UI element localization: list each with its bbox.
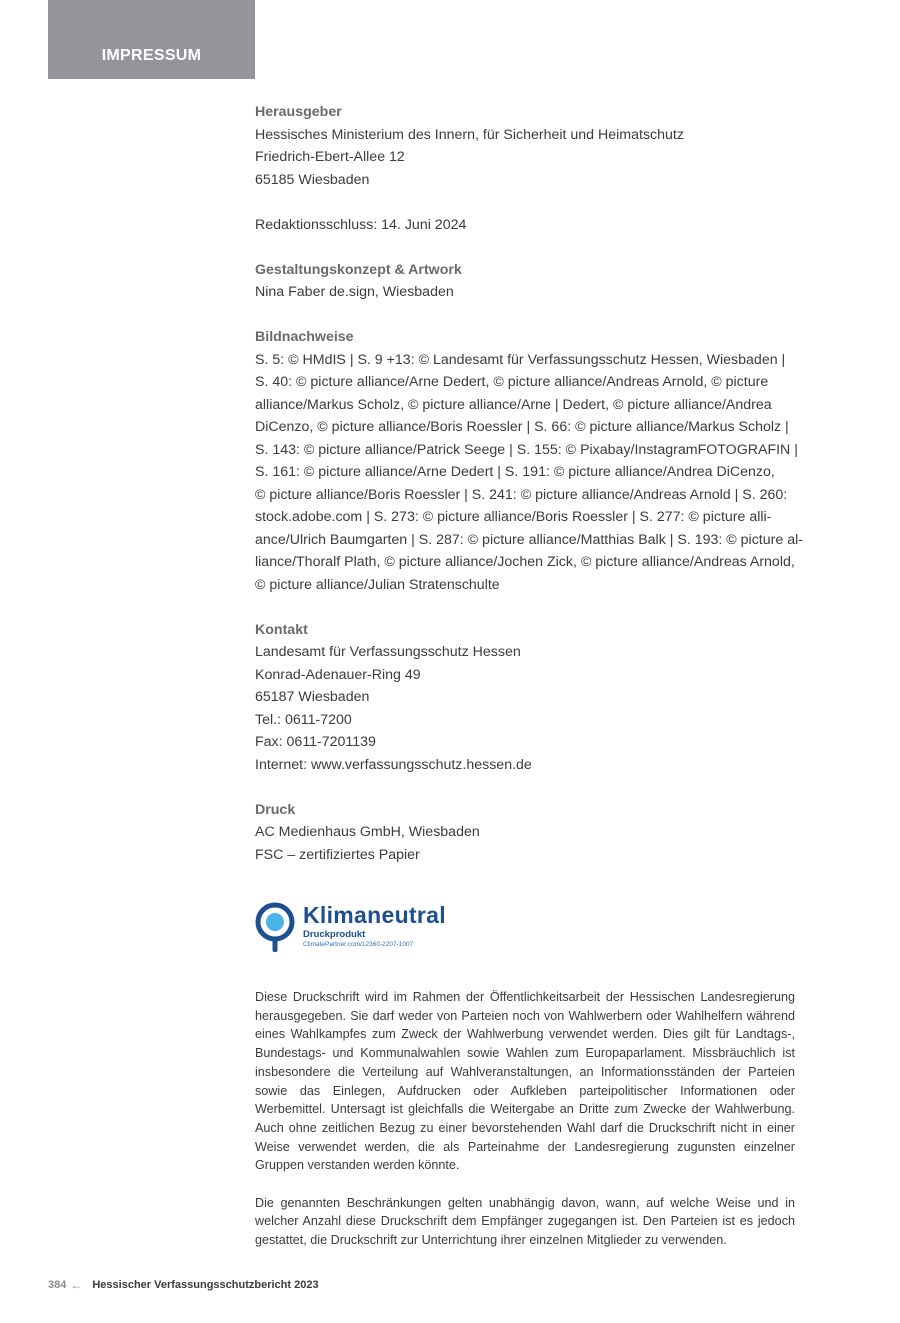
impressum-content: [255, 101, 803, 889]
contact-section: [255, 619, 800, 777]
credits-line: © picture alliance/Boris Roessler | S. 241: © picture alliance/Andreas Arnold | S. 260:: [255, 486, 788, 503]
print-section: [255, 799, 800, 867]
credits-line: ance/Ulrich Baumgarten | S. 287: © picture alliance/Matthias Balk | S. 193: © picture al-: [255, 531, 803, 548]
design-heading: Gestaltungskonzept & Artwork: [255, 261, 462, 278]
publisher-line: Friedrich-Ebert-Allee 12: [255, 149, 405, 165]
credits-line: S. 5: © HMdIS | S. 9 +13: © Landesamt für Verfassungsschutz Hessen, Wiesbaden |: [255, 351, 786, 368]
publisher-heading: Herausgeber: [255, 104, 342, 120]
publisher-section: [255, 101, 800, 191]
print-heading: Druck: [255, 801, 296, 818]
editorial-deadline: Redaktionsschluss: 14. Juni 2024: [255, 216, 467, 233]
usage-notice: [255, 988, 795, 1269]
credits-line: S. 143: © picture alliance/Patrick Seege | S. 155: © Pixabay/InstagramFOTOGRAFIN |: [255, 441, 798, 458]
logo-url: ClimatePartner.com/12360-2207-1007: [303, 941, 414, 948]
footer-title: Hessischer Verfassungsschutzbericht 2023: [92, 1279, 319, 1291]
contact-website: Internet: www.verfassungsschutz.hessen.de: [255, 756, 532, 773]
contact-line: 65187 Wiesbaden: [255, 689, 370, 705]
contact-line: Konrad-Adenauer-Ring 49: [255, 666, 421, 683]
credits-line: DiCenzo, © picture alliance/Boris Roessler | S. 66: © picture alliance/Markus Scholz |: [255, 419, 789, 435]
credits-line: S. 40: © picture alliance/Arne Dedert, © picture alliance/Andreas Arnold, © picture: [255, 374, 769, 390]
section-header-label: IMPRESSUM: [101, 47, 202, 64]
notice-paragraph: Diese Druckschrift wird im Rahmen der Öffentlichkeitsarbeit der Hessischen Landesregierung herausgegeben. Sie darf weder von Parteien noch von Wahlwerbern oder Wahlhelfern während eines Wahlkampfes zum Zweck der Wahlwerbung verwendet werden. Dies gilt für Landtags-, Bundestags- und Kommunalwahlen sowie Wahlen zum Europaparlament. Missbräuchlich ist insbesondere die Verteilung auf Wahlveranstaltungen, an Informationsständen der Parteien sowie das Einlegen, Aufdrucken oder Aufkleben parteipolitischer Informationen oder Werbemittel. Untersagt ist gleichfalls die Weitergabe an Dritte zum Zwecke der Wahlwerbung. Auch ohne zeitlichen Bezug zu einer bevorstehenden Wahl darf die Druckschrift nicht in einer Weise verwendet werden, die als Parteinahme der Landesregierung zugunsten einzelner Gruppen verstanden werden könnte.: [255, 990, 795, 1173]
credits-heading: Bildnachweise: [255, 329, 354, 345]
contact-line: Landesamt für Verfassungsschutz Hessen: [255, 644, 521, 660]
contact-fax: Fax: 0611-7201139: [255, 734, 376, 750]
logo-subtitle: Druckprodukt: [303, 929, 366, 940]
credits-line: alliance/Markus Scholz, © picture alliance/Arne | Dedert, © picture alliance/Andrea: [255, 396, 772, 413]
credits-line: liance/Thoralf Plath, © picture alliance/Jochen Zick, © picture alliance/Andreas Arnold,: [255, 554, 795, 570]
credits-line: S. 161: © picture alliance/Arne Dedert | S. 191: © picture alliance/Andrea DiCenzo,: [255, 464, 775, 480]
design-line: Nina Faber de.sign, Wiesbaden: [255, 284, 454, 300]
print-line: FSC – zertifiziertes Papier: [255, 846, 420, 863]
climate-neutral-logo: [255, 900, 475, 952]
contact-phone: Tel.: 0611-7200: [255, 711, 352, 728]
credits-line: © picture alliance/Julian Stratenschulte: [255, 576, 500, 593]
publisher-line: Hessisches Ministerium des Innern, für Sicherheit und Heimatschutz: [255, 126, 684, 143]
credits-section: [255, 326, 803, 596]
deadline-section: [255, 214, 800, 237]
page-footer: [48, 1278, 319, 1292]
section-header-tab: [48, 0, 255, 79]
credits-line: stock.adobe.com | S. 273: © picture alliance/Boris Roessler | S. 277: © picture alli-: [255, 509, 772, 525]
climate-partner-icon: [255, 902, 299, 952]
print-line: AC Medienhaus GmbH, Wiesbaden: [255, 824, 480, 840]
publisher-line: 65185 Wiesbaden: [255, 171, 370, 188]
notice-paragraph: Die genannten Beschränkungen gelten unabhängig davon, wann, auf welche Weise und in welcher Anzahl diese Druckschrift dem Empfänger zugegangen ist. Den Parteien ist es jedoch gestattet, die Druckschrift zur Unterrichtung ihrer einzelnen Mitglieder zu verwenden.: [255, 1195, 795, 1248]
contact-heading: Kontakt: [255, 621, 308, 638]
design-section: [255, 259, 800, 304]
arrow-left-icon[interactable]: ←: [70, 1278, 83, 1292]
page-number: 384: [48, 1279, 67, 1291]
logo-title: Klimaneutral: [303, 902, 446, 928]
